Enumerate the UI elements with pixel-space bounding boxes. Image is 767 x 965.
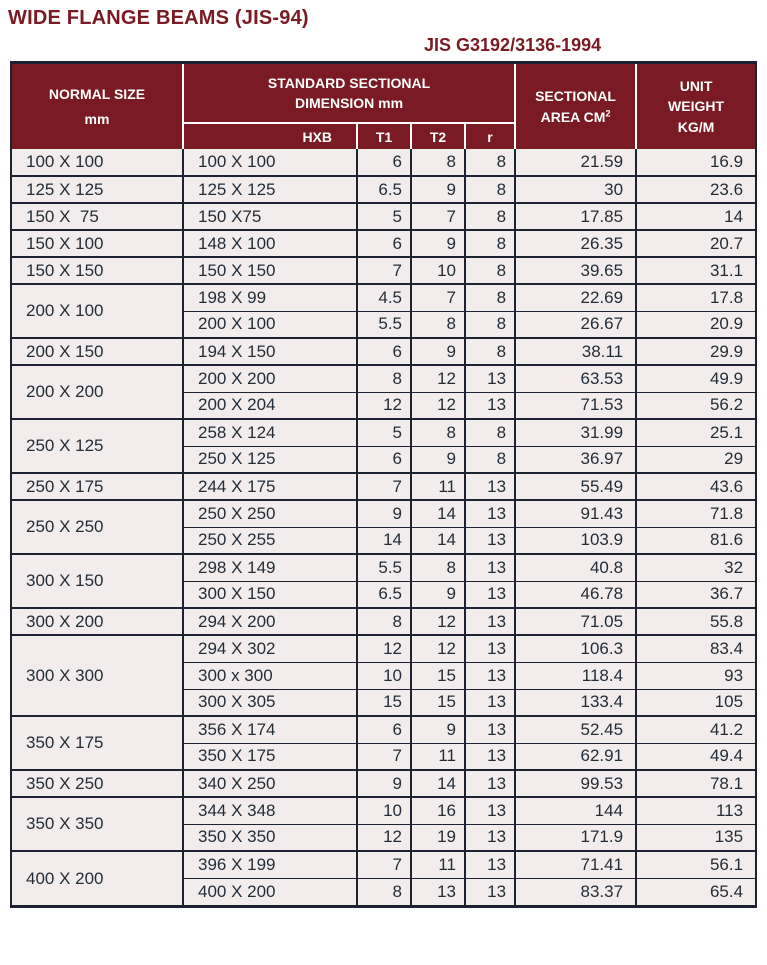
sectional-area-cell: 52.45 [515,716,636,743]
r-cell: 8 [465,257,515,284]
t1-cell: 14 [357,527,411,554]
r-cell: 13 [465,473,515,500]
hxb-cell: 396 X 199 [183,851,357,878]
t1-cell: 5.5 [357,554,411,581]
table-row [12,338,755,365]
t2-cell: 9 [411,176,465,203]
unit-weight-cell: 81.6 [636,527,755,554]
t1-cell: 8 [357,878,411,905]
r-cell: 8 [465,176,515,203]
unit-weight-cell: 65.4 [636,878,755,905]
unit-weight-cell: 41.2 [636,716,755,743]
hxb-cell: 258 X 124 [183,419,357,446]
col-header-t1: T1 [357,123,411,149]
sectional-area-cell: 91.43 [515,500,636,527]
t1-cell: 6 [357,446,411,473]
sectional-area-cell: 40.8 [515,554,636,581]
table-row [12,284,755,311]
t1-cell: 9 [357,770,411,797]
sectional-area-cell: 106.3 [515,635,636,662]
normal-size-cell: 100 X 100 [12,149,183,176]
r-cell: 13 [465,662,515,689]
t2-cell: 8 [411,554,465,581]
t1-cell: 12 [357,392,411,419]
t1-cell: 5 [357,419,411,446]
sectional-area-cell: 26.67 [515,311,636,338]
unit-weight-cell: 31.1 [636,257,755,284]
beams-table [12,64,755,905]
beams-table-body [12,149,755,905]
unit-weight-cell: 49.4 [636,743,755,770]
normal-size-cell: 400 X 200 [12,851,183,905]
unit-weight-cell: 32 [636,554,755,581]
r-cell: 13 [465,500,515,527]
table-row [12,203,755,230]
col-header-t2: T2 [411,123,465,149]
r-cell: 8 [465,446,515,473]
col-header-unit-weight: UNIT WEIGHT KG/M [636,64,755,149]
unit-weight-cell: 17.8 [636,284,755,311]
hxb-cell: 300 X 150 [183,581,357,608]
sectional-area-cell: 71.53 [515,392,636,419]
r-cell: 8 [465,284,515,311]
hxb-cell: 194 X 150 [183,338,357,365]
unit-weight-cell: 29.9 [636,338,755,365]
sectional-area-cell: 21.59 [515,149,636,176]
hxb-cell: 244 X 175 [183,473,357,500]
sectional-area-cell: 99.53 [515,770,636,797]
table-row [12,770,755,797]
sectional-area-cell: 38.11 [515,338,636,365]
sectional-area-cell: 36.97 [515,446,636,473]
table-row [12,176,755,203]
t1-cell: 10 [357,662,411,689]
normal-size-cell: 300 X 300 [12,635,183,716]
unit-weight-cell: 36.7 [636,581,755,608]
col-header-hxb: HXB [183,123,357,149]
header-row-main [12,64,755,123]
beams-table-frame [10,61,757,908]
t2-cell: 19 [411,824,465,851]
t2-cell: 9 [411,338,465,365]
t2-cell: 11 [411,743,465,770]
unit-weight-cell: 113 [636,797,755,824]
normal-size-cell: 125 X 125 [12,176,183,203]
r-cell: 8 [465,203,515,230]
t1-cell: 5 [357,203,411,230]
hxb-cell: 340 X 250 [183,770,357,797]
sectional-area-cell: 46.78 [515,581,636,608]
r-cell: 13 [465,365,515,392]
normal-size-cell: 200 X 200 [12,365,183,419]
unit-weight-cell: 16.9 [636,149,755,176]
sectional-area-cell: 118.4 [515,662,636,689]
table-row [12,149,755,176]
table-row [12,473,755,500]
hxb-cell: 344 X 348 [183,797,357,824]
normal-size-cell: 350 X 350 [12,797,183,851]
sectional-area-cell: 55.49 [515,473,636,500]
standard-reference: JIS G3192/3136-1994 [424,35,602,55]
t1-cell: 6 [357,230,411,257]
t1-cell: 6 [357,338,411,365]
hxb-cell: 250 X 255 [183,527,357,554]
sectional-area-cell: 144 [515,797,636,824]
r-cell: 13 [465,527,515,554]
t2-cell: 12 [411,608,465,635]
hxb-cell: 200 X 200 [183,365,357,392]
sectional-area-cell: 30 [515,176,636,203]
r-cell: 13 [465,392,515,419]
unit-weight-cell: 55.8 [636,608,755,635]
r-cell: 8 [465,338,515,365]
hxb-cell: 200 X 204 [183,392,357,419]
unit-weight-cell: 105 [636,689,755,716]
table-row [12,230,755,257]
hxb-cell: 250 X 250 [183,500,357,527]
t2-cell: 15 [411,689,465,716]
col-header-sectional-area: SECTIONAL AREA $CM^2$ [515,64,636,149]
r-cell: 13 [465,608,515,635]
t1-cell: 7 [357,257,411,284]
normal-size-cell: 150 X 100 [12,230,183,257]
sectional-area-cell: 17.85 [515,203,636,230]
normal-size-cell: 300 X 200 [12,608,183,635]
t2-cell: 9 [411,230,465,257]
hxb-cell: 350 X 175 [183,743,357,770]
hxb-cell: 198 X 99 [183,284,357,311]
t2-cell: 8 [411,419,465,446]
table-row [12,554,755,581]
col-header-r: r [465,123,515,149]
table-row [12,797,755,824]
r-cell: 13 [465,851,515,878]
r-cell: 8 [465,419,515,446]
sectional-area-cell: 171.9 [515,824,636,851]
hxb-cell: 356 X 174 [183,716,357,743]
sectional-area-cell: 133.4 [515,689,636,716]
t1-cell: 7 [357,851,411,878]
normal-size-cell: 350 X 250 [12,770,183,797]
sectional-area-cell: 31.99 [515,419,636,446]
r-cell: 13 [465,716,515,743]
t2-cell: 14 [411,770,465,797]
r-cell: 8 [465,230,515,257]
normal-size-cell: 350 X 175 [12,716,183,770]
t1-cell: 6.5 [357,176,411,203]
t2-cell: 12 [411,365,465,392]
hxb-cell: 150 X75 [183,203,357,230]
unit-weight-cell: 14 [636,203,755,230]
hxb-cell: 150 X 150 [183,257,357,284]
hxb-cell: 148 X 100 [183,230,357,257]
normal-size-cell: 200 X 150 [12,338,183,365]
t2-cell: 8 [411,311,465,338]
t2-cell: 11 [411,851,465,878]
t2-cell: 9 [411,716,465,743]
unit-weight-cell: 93 [636,662,755,689]
normal-size-cell: 150 X 75 [12,203,183,230]
t2-cell: 9 [411,581,465,608]
hxb-cell: 100 X 100 [183,149,357,176]
unit-weight-cell: 83.4 [636,635,755,662]
col-header-standard-sectional: STANDARD SECTIONAL DIMENSION mm [183,64,515,123]
sectional-area-cell: 22.69 [515,284,636,311]
t2-cell: 10 [411,257,465,284]
r-cell: 13 [465,797,515,824]
table-row [12,851,755,878]
sectional-area-cell: 71.41 [515,851,636,878]
t2-cell: 7 [411,284,465,311]
t1-cell: 7 [357,743,411,770]
unit-weight-cell: 43.6 [636,473,755,500]
normal-size-cell: 200 X 100 [12,284,183,338]
sectional-area-cell: 71.05 [515,608,636,635]
t2-cell: 15 [411,662,465,689]
hxb-cell: 200 X 100 [183,311,357,338]
normal-size-cell: 250 X 250 [12,500,183,554]
t2-cell: 14 [411,500,465,527]
t1-cell: 12 [357,824,411,851]
normal-size-cell: 300 X 150 [12,554,183,608]
t2-cell: 9 [411,446,465,473]
t1-cell: 4.5 [357,284,411,311]
t2-cell: 13 [411,878,465,905]
t2-cell: 12 [411,392,465,419]
t2-cell: 16 [411,797,465,824]
r-cell: 8 [465,311,515,338]
t1-cell: 12 [357,635,411,662]
hxb-cell: 125 X 125 [183,176,357,203]
t1-cell: 8 [357,608,411,635]
t2-cell: 11 [411,473,465,500]
t2-cell: 8 [411,149,465,176]
hxb-cell: 300 x 300 [183,662,357,689]
unit-weight-cell: 56.2 [636,392,755,419]
r-cell: 13 [465,824,515,851]
table-header [12,64,755,149]
t1-cell: 15 [357,689,411,716]
hxb-cell: 300 X 305 [183,689,357,716]
t1-cell: 6.5 [357,581,411,608]
sectional-area-cell: 103.9 [515,527,636,554]
t2-cell: 12 [411,635,465,662]
sectional-area-cell: 39.65 [515,257,636,284]
table-row [12,257,755,284]
t1-cell: 8 [357,365,411,392]
hxb-cell: 298 X 149 [183,554,357,581]
t1-cell: 9 [357,500,411,527]
unit-weight-cell: 23.6 [636,176,755,203]
table-row [12,500,755,527]
table-row [12,716,755,743]
col-header-normal-size: NORMAL SIZE mm [12,64,183,149]
normal-size-cell: 150 X 150 [12,257,183,284]
hxb-cell: 400 X 200 [183,878,357,905]
r-cell: 8 [465,149,515,176]
r-cell: 13 [465,635,515,662]
r-cell: 13 [465,689,515,716]
unit-weight-cell: 71.8 [636,500,755,527]
sectional-area-cell: 62.91 [515,743,636,770]
hxb-cell: 294 X 302 [183,635,357,662]
t1-cell: 7 [357,473,411,500]
superscript-2: 2 [605,107,611,118]
hxb-cell: 350 X 350 [183,824,357,851]
hxb-cell: 250 X 125 [183,446,357,473]
r-cell: 13 [465,581,515,608]
unit-weight-cell: 135 [636,824,755,851]
sectional-area-cell: 63.53 [515,365,636,392]
t1-cell: 5.5 [357,311,411,338]
unit-weight-cell: 20.7 [636,230,755,257]
table-row [12,365,755,392]
page-title: WIDE FLANGE BEAMS (JIS-94) [8,7,309,29]
normal-size-cell: 250 X 125 [12,419,183,473]
r-cell: 13 [465,554,515,581]
unit-weight-cell: 56.1 [636,851,755,878]
t2-cell: 7 [411,203,465,230]
table-row [12,419,755,446]
t2-cell: 14 [411,527,465,554]
sectional-area-cell: 83.37 [515,878,636,905]
table-row [12,635,755,662]
t1-cell: 6 [357,716,411,743]
r-cell: 13 [465,743,515,770]
unit-weight-cell: 25.1 [636,419,755,446]
sectional-area-cell: 26.35 [515,230,636,257]
t1-cell: 6 [357,149,411,176]
r-cell: 13 [465,878,515,905]
table-row [12,608,755,635]
unit-weight-cell: 49.9 [636,365,755,392]
hxb-cell: 294 X 200 [183,608,357,635]
r-cell: 13 [465,770,515,797]
unit-weight-cell: 78.1 [636,770,755,797]
unit-weight-cell: 29 [636,446,755,473]
unit-weight-cell: 20.9 [636,311,755,338]
normal-size-cell: 250 X 175 [12,473,183,500]
t1-cell: 10 [357,797,411,824]
